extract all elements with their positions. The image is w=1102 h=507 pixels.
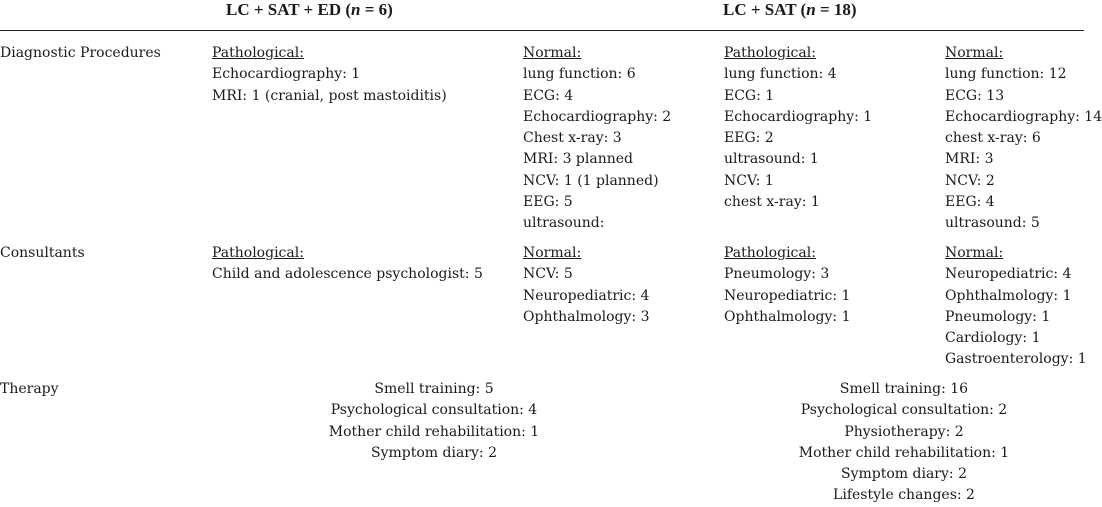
list-item: lung function: 12 (945, 66, 1067, 83)
list-item: EEG: 4 (945, 194, 995, 211)
list-item: lung function: 6 (523, 66, 636, 83)
list-item: Lifestyle changes: 2 (833, 487, 975, 504)
normal-label: Normal: (945, 245, 1004, 261)
list-item: Neuropediatric: 4 (945, 266, 1072, 283)
list-item: Ophthalmology: 1 (945, 287, 1072, 304)
pathological-label: Pathological: (724, 45, 816, 61)
list-item: Physiotherapy: 2 (844, 423, 964, 440)
list-item: Neuropediatric: 1 (724, 287, 851, 304)
consultants-group2-normal (945, 243, 1087, 371)
group1-header-suffix: = 6) (360, 0, 393, 19)
list-item: Psychological consultation: 2 (800, 402, 1008, 419)
list-item: ECG: 13 (945, 87, 1005, 104)
group2-header-n: n (806, 0, 816, 19)
header-rule (0, 30, 1084, 31)
list-item: Gastroenterology: 1 (945, 351, 1087, 368)
list-item: ultrasound: 5 (945, 215, 1040, 232)
list-item: Ophthalmology: 3 (523, 308, 650, 325)
group2-header-prefix: LC + SAT ( (723, 0, 807, 19)
list-item: Mother child rehabilitation: 1 (328, 423, 540, 440)
list-item: Cardiology: 1 (945, 330, 1041, 347)
list-item: NCV: 1 (1 planned) (523, 172, 659, 189)
list-item: Symptom diary: 2 (841, 466, 967, 483)
consultants-group1-normal (523, 243, 649, 328)
pathological-label: Pathological: (212, 245, 304, 261)
row-label-consultants: Consultants (0, 245, 85, 261)
list-item: MRI: 1 (cranial, post mastoiditis) (212, 87, 447, 104)
list-item: NCV: 2 (945, 172, 995, 189)
row-label-therapy: Therapy (0, 381, 59, 397)
list-item: Smell training: 16 (839, 381, 969, 397)
list-item: NCV: 1 (724, 172, 774, 189)
list-item: Smell training: 5 (374, 381, 494, 397)
list-item: Pneumology: 3 (724, 266, 830, 283)
list-item: ECG: 1 (724, 87, 775, 104)
diagnostic-group2-pathological (724, 43, 872, 213)
group1-header-n: n (351, 0, 361, 19)
therapy-group2 (754, 379, 1054, 507)
list-item: ultrasound: (523, 215, 605, 232)
pathological-label: Pathological: (724, 245, 816, 261)
list-item: Symptom diary: 2 (371, 444, 497, 461)
diagnostic-group1-normal (523, 43, 671, 235)
list-item: Ophthalmology: 1 (724, 308, 851, 325)
list-item: ultrasound: 1 (724, 151, 819, 168)
list-item: MRI: 3 (945, 151, 994, 168)
group1-header-prefix: LC + SAT + ED ( (226, 0, 352, 19)
pathological-label: Pathological: (212, 45, 304, 61)
list-item: Echocardiography: 2 (523, 108, 672, 125)
list-item: Child and adolescence psychologist: 5 (212, 266, 483, 283)
consultants-group2-pathological (724, 243, 850, 328)
list-item: EEG: 5 (523, 194, 573, 211)
list-item: chest x-ray: 6 (945, 130, 1041, 147)
list-item: Chest x-ray: 3 (523, 130, 622, 147)
normal-label: Normal: (523, 245, 582, 261)
normal-label: Normal: (945, 45, 1004, 61)
consultants-group1-pathological (212, 243, 483, 286)
list-item: chest x-ray: 1 (724, 194, 820, 211)
list-item: Echocardiography: 1 (212, 66, 361, 83)
normal-label: Normal: (523, 45, 582, 61)
list-item: Pneumology: 1 (945, 308, 1051, 325)
list-item: EEG: 2 (724, 130, 774, 147)
list-item: Mother child rehabilitation: 1 (798, 444, 1010, 461)
list-item: ECG: 4 (523, 87, 574, 104)
list-item: Neuropediatric: 4 (523, 287, 650, 304)
diagnostic-group1-pathological (212, 43, 447, 107)
therapy-group1 (284, 379, 584, 464)
list-item: MRI: 3 planned (523, 151, 633, 168)
group1-header (226, 0, 393, 30)
list-item: Echocardiography: 14 (945, 108, 1102, 125)
diagnostic-group2-normal (945, 43, 1102, 235)
list-item: Psychological consultation: 4 (330, 402, 538, 419)
list-item: NCV: 5 (523, 266, 573, 283)
row-label-diagnostic: Diagnostic Procedures (0, 45, 161, 61)
list-item: lung function: 4 (724, 66, 837, 83)
list-item: Echocardiography: 1 (724, 108, 873, 125)
group2-header-suffix: = 18) (815, 0, 857, 19)
group2-header (723, 0, 857, 30)
